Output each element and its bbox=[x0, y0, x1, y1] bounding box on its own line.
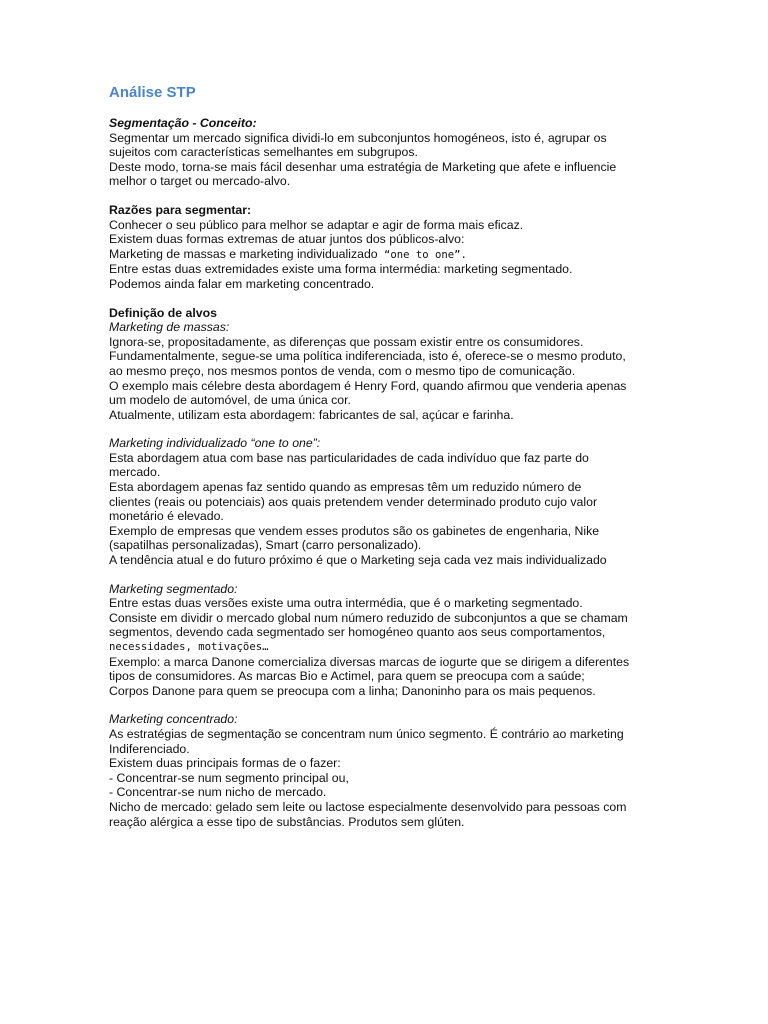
section-heading: Segmentação - Conceito: bbox=[109, 116, 257, 130]
paragraph-line: - Concentrar-se num nicho de mercado. bbox=[109, 785, 327, 800]
paragraph-line: sujeitos com características semelhantes em subgrupos. bbox=[109, 145, 418, 160]
section-heading: Definição de alvos bbox=[109, 305, 217, 320]
section-one-to-one bbox=[109, 436, 668, 567]
paragraph-line: Exemplo de empresas que vendem esses produtos são os gabinetes de engenharia, Nike bbox=[109, 523, 600, 538]
subsection-heading: Marketing de massas: bbox=[109, 320, 230, 335]
document-title: Análise STP bbox=[109, 84, 196, 101]
subsection-heading: Marketing concentrado: bbox=[109, 712, 238, 727]
text-span-mono: “one to one”. bbox=[377, 248, 467, 261]
paragraph-line: um modelo de automóvel, de uma única cor. bbox=[109, 393, 351, 408]
paragraph-line: Ignora-se, propositadamente, as diferenças que possam existir entre os consumidores. bbox=[109, 334, 584, 349]
paragraph-line: melhor o target ou mercado-alvo. bbox=[109, 174, 291, 189]
paragraph-line: Podemos ainda falar em marketing concentrado. bbox=[109, 276, 375, 291]
paragraph-line: Fundamentalmente, segue-se uma política indiferenciada, isto é, oferece-se o mesmo produto, bbox=[109, 349, 626, 364]
paragraph-line: - Concentrar-se num segmento principal ou, bbox=[109, 770, 349, 785]
section-segmentation-concept bbox=[109, 116, 668, 189]
paragraph-line: segmentos, devendo cada segmentado ser homogéneo quanto aos seus comportamentos, bbox=[109, 625, 606, 640]
paragraph-line: Deste modo, torna-se mais fácil desenhar uma estratégia de Marketing que afete e influencie bbox=[109, 159, 617, 174]
paragraph-line: ao mesmo preço, nos mesmos pontos de venda, com o mesmo tipo de comunicação. bbox=[109, 363, 576, 378]
subsection-heading: Marketing individualizado “one to one”: bbox=[109, 436, 321, 451]
paragraph-line: Segmentar um mercado significa dividi-lo em subconjuntos homogéneos, isto é, agrupar os bbox=[109, 130, 607, 145]
paragraph-line: Consiste em dividir o mercado global num número reduzido de subconjuntos a que se chamam bbox=[109, 610, 628, 625]
section-heading: Razões para segmentar: bbox=[109, 202, 252, 217]
paragraph-line: Atualmente, utilizam esta abordagem: fabricantes de sal, açúcar e farinha. bbox=[109, 407, 514, 422]
paragraph-line: As estratégias de segmentação se concentram num único segmento. É contrário ao marketing bbox=[109, 726, 624, 741]
paragraph-line: Corpos Danone para quem se preocupa com a linha; Danoninho para os mais pequenos. bbox=[109, 683, 596, 698]
paragraph-line: mercado. bbox=[109, 465, 161, 480]
paragraph-line: (sapatilhas personalizadas), Smart (carro personalizado). bbox=[109, 538, 422, 553]
paragraph-line: Esta abordagem atua com base nas particularidades de cada indivíduo que faz parte do bbox=[109, 450, 589, 465]
paragraph-line: necessidades, motivações… bbox=[109, 641, 269, 653]
subsection-heading: Marketing segmentado: bbox=[109, 581, 238, 596]
paragraph-line: A tendência atual e do futuro próximo é que o Marketing seja cada vez mais individualizado bbox=[109, 553, 607, 568]
paragraph-line: tipos de consumidores. As marcas Bio e Actimel, para quem se preocupa com a saúde; bbox=[109, 669, 585, 684]
paragraph-line: Entre estas duas versões existe uma outra intermédia, que é o marketing segmentado. bbox=[109, 596, 583, 611]
paragraph-line: Nicho de mercado: gelado sem leite ou lactose especialmente desenvolvido para pessoas com bbox=[109, 799, 627, 814]
paragraph-line: Conhecer o seu público para melhor se adaptar e agir de forma mais eficaz. bbox=[109, 217, 524, 232]
section-target-definition bbox=[109, 306, 668, 423]
paragraph-line: Esta abordagem apenas faz sentido quando as empresas têm um reduzido número de bbox=[109, 480, 582, 495]
paragraph-line: clientes (reais ou potenciais) aos quais pretendem vender determinado produto cujo valor bbox=[109, 494, 598, 509]
paragraph-line: monetário é elevado. bbox=[109, 509, 224, 524]
paragraph-line: Existem duas formas extremas de atuar juntos dos públicos-alvo: bbox=[109, 232, 465, 247]
section-reasons bbox=[109, 203, 668, 292]
section-concentrated bbox=[109, 712, 668, 829]
paragraph-line: Exemplo: a marca Danone comercializa diversas marcas de iogurte que se dirigem a diferentes bbox=[109, 654, 630, 669]
paragraph-line: Entre estas duas extremidades existe uma forma intermédia: marketing segmentado. bbox=[109, 262, 573, 277]
section-segmented bbox=[109, 582, 668, 699]
paragraph-line: reação alérgica a esse tipo de substâncias. Produtos sem glúten. bbox=[109, 814, 465, 829]
paragraph-line bbox=[109, 247, 668, 263]
paragraph-line: O exemplo mais célebre desta abordagem é Henry Ford, quando afirmou que venderia apenas bbox=[109, 378, 627, 393]
text-span: Marketing de massas e marketing individualizado bbox=[109, 246, 378, 261]
paragraph-line: Existem duas principais formas de o fazer: bbox=[109, 756, 341, 771]
paragraph-line: Indiferenciado. bbox=[109, 741, 190, 756]
